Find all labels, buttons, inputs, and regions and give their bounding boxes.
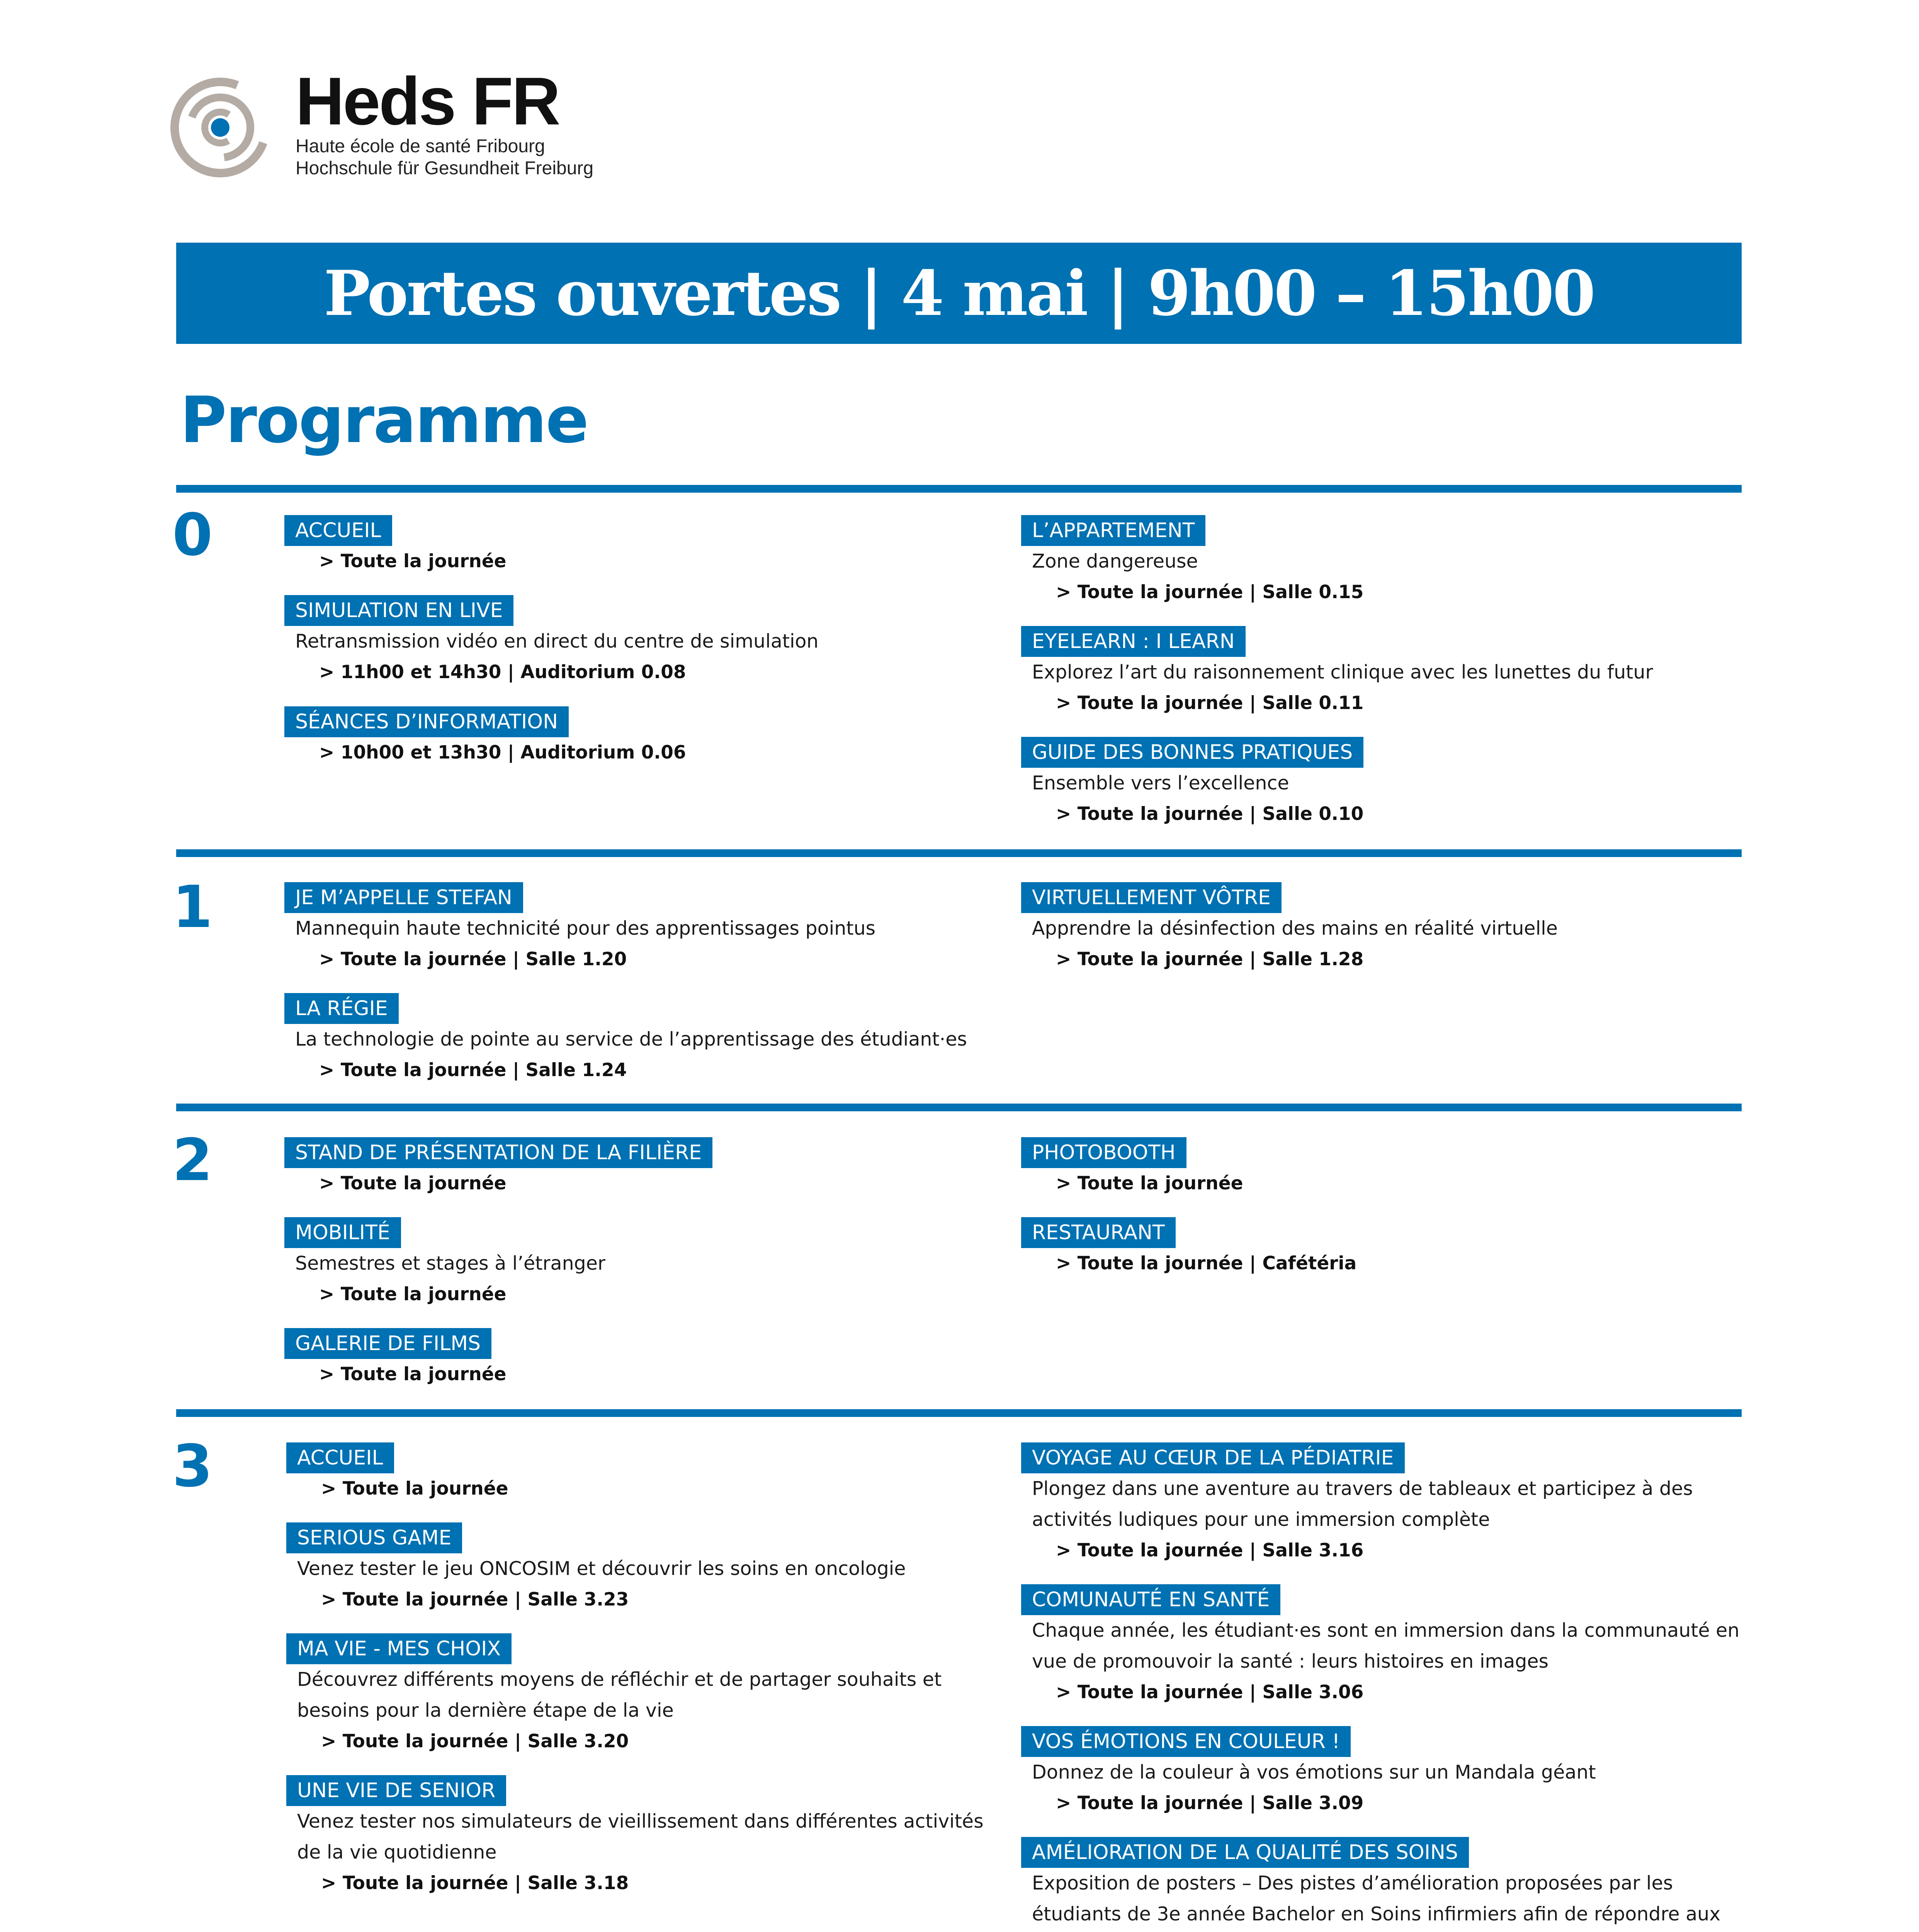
item-description: Plongez dans une aventure au travers de tableaux et participez à des activités ludiques pour une immersion complète (1032, 1478, 1693, 1531)
item-tag: PHOTOBOOTH (1021, 1137, 1186, 1168)
item-tag: VIRTUELLEMENT VÔTRE (1021, 882, 1282, 913)
item-time: > Toute la journée | Salle 0.11 (1056, 692, 1364, 714)
item-time: > Toute la journée | Salle 3.20 (321, 1731, 629, 1752)
logo-line-1: Haute école de santé Fribourg (296, 136, 545, 156)
program-item (284, 1217, 605, 1310)
open-day-banner: Portes ouvertes | 4 mai | 9h00 – 15h00 (176, 243, 1742, 344)
item-time: > Toute la journée | Salle 3.23 (321, 1589, 629, 1610)
item-time: > Toute la journée (319, 1284, 507, 1305)
item-tag: LA RÉGIE (284, 993, 399, 1024)
program-item (286, 1442, 1001, 1504)
item-tag: COMUNAUTÉ EN SANTÉ (1021, 1584, 1280, 1615)
item-time: > Toute la journée | Salle 3.16 (1056, 1540, 1364, 1561)
item-description: Explorez l’art du raisonnement clinique avec les lunettes du futur (1032, 661, 1653, 683)
item-time: > Toute la journée | Salle 3.06 (1056, 1682, 1364, 1703)
program-item (284, 515, 506, 577)
program-item (284, 993, 967, 1086)
item-time: > Toute la journée | Salle 3.09 (1056, 1793, 1364, 1814)
floor-number-2: 2 (172, 1127, 213, 1194)
program-item (286, 1522, 1001, 1615)
item-tag: VOS ÉMOTIONS EN COULEUR ! (1021, 1726, 1351, 1757)
item-time: > Toute la journée | Cafétéria (1056, 1253, 1357, 1274)
item-tag: JE M’APPELLE STEFAN (284, 882, 523, 913)
program-item (1021, 515, 1363, 608)
program-item (284, 882, 875, 975)
item-tag: MOBILITÉ (284, 1217, 401, 1248)
item-tag: SÉANCES D’INFORMATION (284, 706, 569, 737)
item-description: Ensemble vers l’excellence (1032, 772, 1289, 794)
program-item (1021, 626, 1653, 719)
program-item (1021, 1837, 1747, 1932)
program-item (284, 706, 686, 768)
program-item (1021, 1217, 1356, 1279)
item-description: Découvrez différents moyens de réfléchir et de partager souhaits et besoins pour la dernière étape de la vie (297, 1668, 942, 1721)
item-tag: STAND DE PRÉSENTATION DE LA FILIÈRE (284, 1137, 712, 1168)
program-item (1021, 882, 1558, 975)
item-time: > 11h00 et 14h30 | Auditorium 0.08 (319, 662, 686, 683)
item-time: > Toute la journée | Salle 1.24 (319, 1060, 627, 1081)
item-time: > Toute la journée (321, 1478, 508, 1499)
item-description: La technologie de pointe au service de l’apprentissage des étudiant·es (295, 1028, 967, 1050)
item-tag: MA VIE - MES CHOIX (286, 1633, 512, 1664)
item-description: Retransmission vidéo en direct du centre de simulation (295, 630, 819, 652)
item-description: Apprendre la désinfection des mains en réalité virtuelle (1032, 917, 1558, 939)
item-tag: VOYAGE AU CŒUR DE LA PÉDIATRIE (1021, 1442, 1405, 1473)
item-time: > Toute la journée | Salle 1.20 (319, 949, 627, 970)
program-item (286, 1775, 1001, 1899)
program-item (1021, 1137, 1243, 1199)
item-tag: L’APPARTEMENT (1021, 515, 1205, 546)
item-tag: AMÉLIORATION DE LA QUALITÉ DES SOINS (1021, 1837, 1469, 1868)
item-description: Chaque année, les étudiant·es sont en immersion dans la communauté en vue de promouvoir la santé : leurs histoires en images (1032, 1619, 1740, 1672)
item-time: > Toute la journée (319, 1364, 507, 1385)
item-time: > 10h00 et 13h30 | Auditorium 0.06 (319, 742, 686, 763)
program-item (1021, 1584, 1747, 1708)
item-description: Venez tester nos simulateurs de vieillissement dans différentes activités de la vie quotidienne (297, 1810, 984, 1863)
floor-divider (176, 1104, 1742, 1111)
program-item (1021, 1726, 1747, 1819)
item-time: > Toute la journée | Salle 0.15 (1056, 582, 1364, 603)
floor-divider (176, 1409, 1742, 1417)
item-tag: RESTAURANT (1021, 1217, 1176, 1248)
item-tag: ACCUEIL (286, 1442, 394, 1473)
logo-name: Heds FR (296, 64, 559, 139)
item-description: Donnez de la couleur à vos émotions sur un Mandala géant (1032, 1761, 1596, 1783)
item-tag: ACCUEIL (284, 515, 392, 546)
program-item (284, 1137, 712, 1199)
item-time: > Toute la journée | Salle 1.28 (1056, 949, 1364, 970)
item-description: Exposition de posters – Des pistes d’amélioration proposées par les étudiants de 3e année Bachelor en Soins infirmiers afin de répondre aux (1032, 1872, 1721, 1925)
floor-number-0: 0 (172, 502, 213, 569)
item-tag: UNE VIE DE SENIOR (286, 1775, 506, 1806)
floor-number-3: 3 (172, 1433, 213, 1500)
item-time: > Toute la journée (1056, 1173, 1243, 1194)
item-description: Mannequin haute technicité pour des apprentissages pointus (295, 917, 876, 939)
item-time: > Toute la journée (319, 1173, 507, 1194)
item-time: > Toute la journée (319, 551, 507, 572)
item-tag: SIMULATION EN LIVE (284, 595, 513, 626)
item-tag: GALERIE DE FILMS (284, 1328, 491, 1359)
floor-divider (176, 849, 1742, 857)
item-tag: GUIDE DES BONNES PRATIQUES (1021, 737, 1363, 768)
program-item (286, 1633, 1001, 1757)
programme-title: Programme (180, 383, 588, 457)
floor-number-1: 1 (172, 874, 213, 941)
program-item (284, 595, 819, 688)
program-item (1021, 737, 1363, 830)
program-item (284, 1328, 506, 1390)
item-tag: SERIOUS GAME (286, 1522, 462, 1553)
heds-spiral-icon (170, 68, 276, 187)
item-description: Venez tester le jeu ONCOSIM et découvrir les soins en oncologie (297, 1558, 906, 1580)
item-time: > Toute la journée | Salle 0.10 (1056, 803, 1364, 825)
item-description: Semestres et stages à l’étranger (295, 1252, 606, 1274)
item-time: > Toute la journée | Salle 3.18 (321, 1872, 629, 1894)
program-item (1021, 1442, 1747, 1566)
heds-logo (170, 64, 711, 187)
item-description: Zone dangereuse (1032, 550, 1198, 572)
floor-divider (176, 485, 1742, 493)
item-tag: EYELEARN : I LEARN (1021, 626, 1246, 657)
logo-line-2: Hochschule für Gesundheit Freiburg (296, 158, 594, 179)
